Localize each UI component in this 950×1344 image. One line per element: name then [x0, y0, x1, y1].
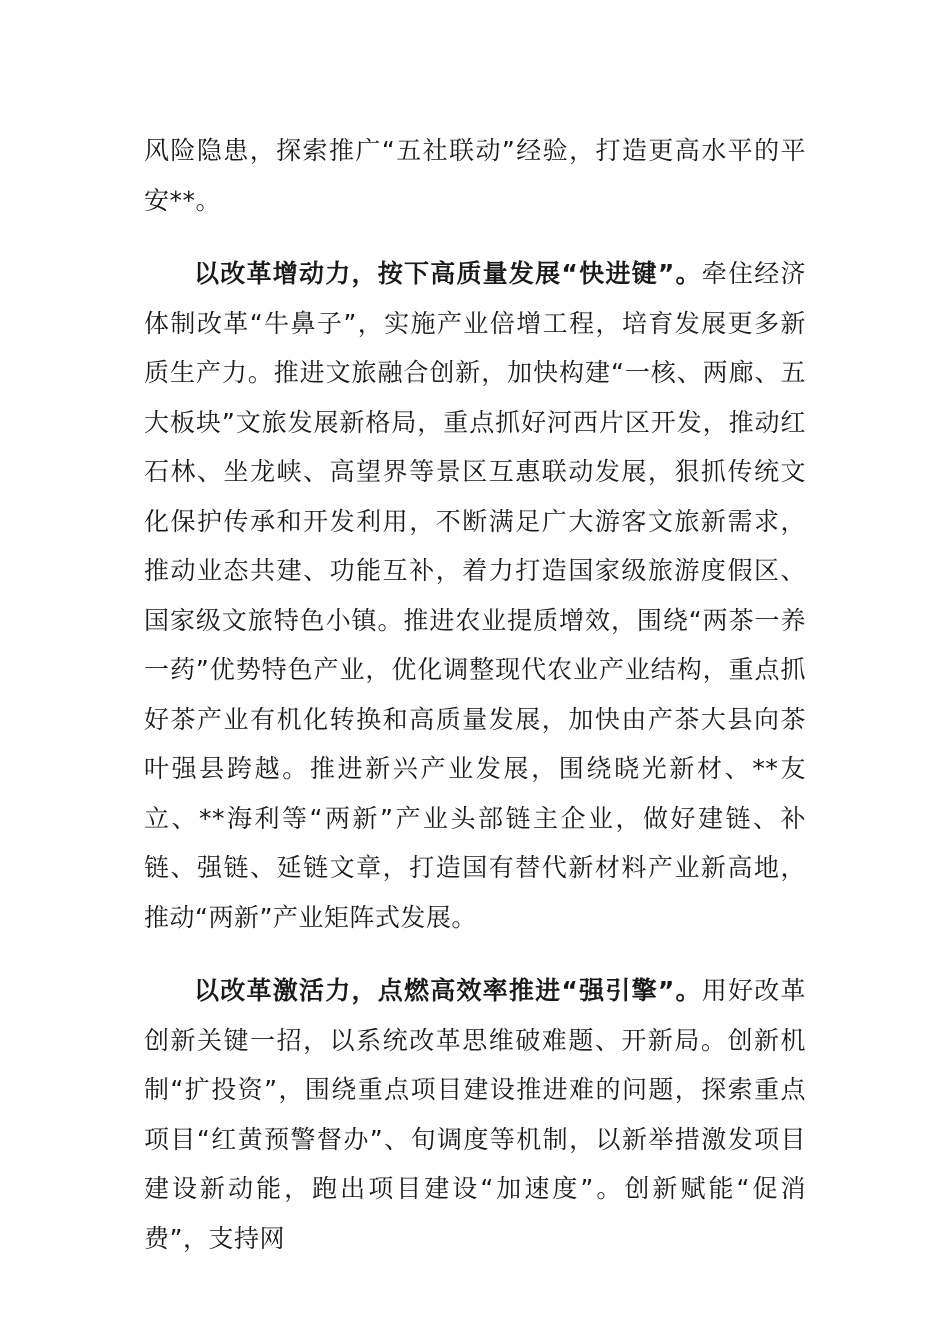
document-page: [144, 126, 806, 1263]
paragraph-reform-vitality: [144, 966, 806, 1263]
paragraph-heading: 以改革增动力，按下高质量发展“快进键”。: [194, 259, 702, 288]
paragraph-body: 用好改革创新关键一招，以系统改革思维破难题、开新局。创新机制“扩投资”，围绕重点项目建设推进难的问题，探索重点项目“红黄预警督办”、旬调度等机制，以新举措激发项目建设新动能，跑出项目建设“加速度”。创新赋能“促消费”，支持网: [144, 976, 806, 1253]
paragraph-continuation: [144, 126, 806, 225]
paragraph-heading: 以改革激活力，点燃高效率推进“强引擎”。: [194, 976, 702, 1005]
paragraph-body: 牵住经济体制改革“牛鼻子”，实施产业倍增工程，培育发展更多新质生产力。推进文旅融合创新，加快构建“一核、两廊、五大板块”文旅发展新格局，重点抓好河西片区开发，推动红石林、坐龙峡、高望界等景区互惠联动发展，狠抓传统文化保护传承和开发利用，不断满足广大游客文旅新需求，推动业态共建、功能互补，着力打造国家级旅游度假区、国家级文旅特色小镇。推进农业提质增效，围绕“两茶一养一药”优势特色产业，优化调整现代农业产业结构，重点抓好茶产业有机化转换和高质量发展，加快由产茶大县向茶叶强县跨越。推进新兴产业发展，围绕晓光新材、**友立、**海利等“两新”产业头部链主企业，做好建链、补链、强链、延链文章，打造国有替代新材料产业新高地，推动“两新”产业矩阵式发展。: [144, 259, 806, 932]
paragraph-reform-momentum: [144, 249, 806, 942]
paragraph-body: 风险隐患，探索推广“五社联动”经验，打造更高水平的平安**。: [144, 136, 806, 215]
